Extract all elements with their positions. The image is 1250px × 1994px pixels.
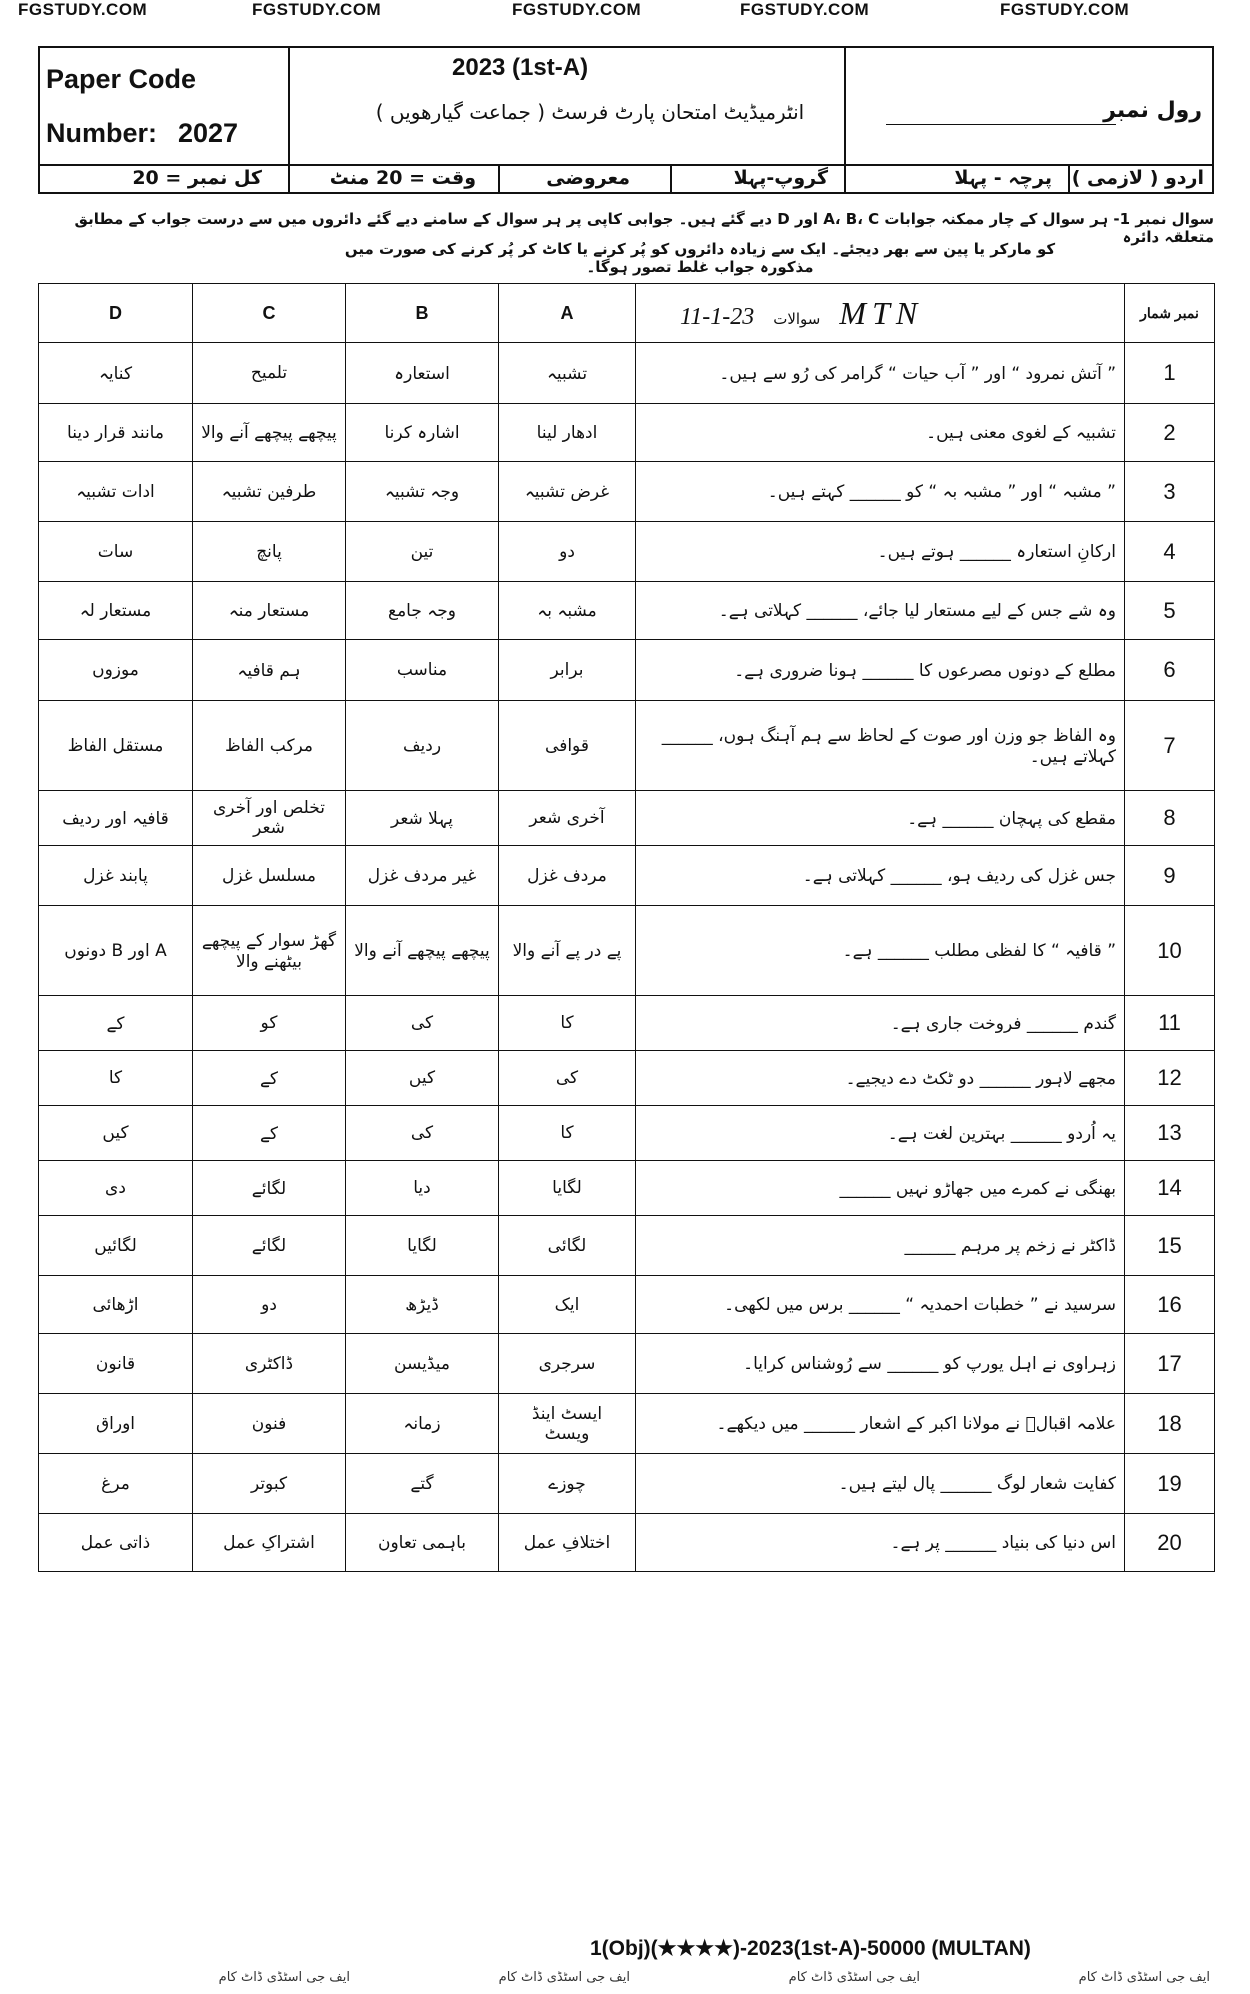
question-text: تشبیہ کے لغوی معنی ہیں۔ <box>636 404 1125 462</box>
option-c: ڈاکٹری <box>193 1334 346 1394</box>
option-b: باہمی تعاون <box>346 1514 499 1572</box>
option-d: کے <box>39 996 193 1051</box>
option-d: موزوں <box>39 640 193 701</box>
question-text: اس دنیا کی بنیاد ______ پر ہے۔ <box>636 1514 1125 1572</box>
question-row <box>39 1276 1215 1334</box>
option-b: لگایا <box>346 1216 499 1276</box>
option-a: لگائی <box>499 1216 636 1276</box>
option-c: مرکب الفاظ <box>193 701 346 791</box>
option-d: سات <box>39 522 193 582</box>
paper-code-label: Paper Code <box>46 64 197 94</box>
option-b: زمانہ <box>346 1394 499 1454</box>
question-text: سرسید نے ” خطبات احمدیہ “ ______ برس میں لکھی۔ <box>636 1276 1125 1334</box>
option-b: غیر مردف غزل <box>346 846 499 906</box>
roll-number-label: رول نمبر <box>1103 98 1202 123</box>
question-text: وہ شے جس کے لیے مستعار لیا جائے، ______ کہلاتی ہے۔ <box>636 582 1125 640</box>
option-d: کا <box>39 1051 193 1106</box>
question-text: وہ الفاظ جو وزن اور صوت کے لحاظ سے ہم آہنگ ہوں، ______ کہلاتے ہیں۔ <box>636 701 1125 791</box>
option-a: برابر <box>499 640 636 701</box>
header-questions <box>636 284 1125 343</box>
option-a: غرض تشبیہ <box>499 462 636 522</box>
handwritten-board-code: MTN <box>839 294 924 331</box>
question-row <box>39 701 1215 791</box>
question-number: 9 <box>1125 846 1215 906</box>
option-a: ادھار لینا <box>499 404 636 462</box>
instruction-line-1: سوال نمبر 1- ہر سوال کے چار ممکنہ جوابات A، B، C اور D دیے گئے ہیں۔ جوابی کاپی پر ہر سوال کے سامنے دیے گئے دائروں میں سے درست جواب کے مطابق متعلقہ دائرہ <box>74 210 1214 246</box>
option-c: گھڑ سوار کے پیچھے بیٹھنے والا <box>193 906 346 996</box>
exam-title: انٹرمیڈیٹ امتحان پارٹ فرسٹ ( جماعت گیارھویں ) <box>375 100 805 124</box>
option-d: پابند غزل <box>39 846 193 906</box>
option-a: آخری شعر <box>499 791 636 846</box>
question-text: علامہ اقبالؒ نے مولانا اکبر کے اشعار ______ میں دیکھے۔ <box>636 1394 1125 1454</box>
option-c: کو <box>193 996 346 1051</box>
question-number: 6 <box>1125 640 1215 701</box>
question-number: 10 <box>1125 906 1215 996</box>
question-row <box>39 640 1215 701</box>
question-text: کفایت شعار لوگ ______ پال لیتے ہیں۔ <box>636 1454 1125 1514</box>
instruction-line-2: کو مارکر یا پین سے بھر دیجئے۔ ایک سے زیادہ دائروں کو پُر کرنے یا کاٹ کر پُر کرنے کی صورت میں مذکورہ جواب غلط تصور ہوگا۔ <box>344 240 1056 276</box>
option-a: چوزے <box>499 1454 636 1514</box>
option-b: پیچھے پیچھے آنے والا <box>346 906 499 996</box>
option-b: مناسب <box>346 640 499 701</box>
header-serial-number: نمبر شمار <box>1125 284 1215 343</box>
option-c: مستعار منہ <box>193 582 346 640</box>
questions-table <box>38 283 1215 1572</box>
option-c: مسلسل غزل <box>193 846 346 906</box>
watermark-text: ایف جی اسٹڈی ڈاٹ کام <box>498 1970 630 1985</box>
option-a: مشبہ بہ <box>499 582 636 640</box>
option-d: مستقل الفاظ <box>39 701 193 791</box>
option-b: کی <box>346 996 499 1051</box>
question-text: ” قافیہ “ کا لفظی مطلب ______ ہے۔ <box>636 906 1125 996</box>
question-row <box>39 1106 1215 1161</box>
option-b: ردیف <box>346 701 499 791</box>
option-a: اختلافِ عمل <box>499 1514 636 1572</box>
option-a: سرجری <box>499 1334 636 1394</box>
question-row <box>39 1334 1215 1394</box>
question-number: 3 <box>1125 462 1215 522</box>
option-a: ایک <box>499 1276 636 1334</box>
header-option-b: B <box>346 284 499 343</box>
option-d: مستعار لہ <box>39 582 193 640</box>
question-text: ” آتش نمرود “ اور ” آب حیات “ گرامر کی رُو سے ہیں۔ <box>636 343 1125 404</box>
header-top-row <box>40 48 1212 166</box>
top-watermark-strip <box>0 0 1250 22</box>
option-b: پہلا شعر <box>346 791 499 846</box>
option-c: طرفین تشبیہ <box>193 462 346 522</box>
question-number: 19 <box>1125 1454 1215 1514</box>
option-a: ایسٹ اینڈ ویسٹ <box>499 1394 636 1454</box>
option-c: پیچھے پیچھے آنے والا <box>193 404 346 462</box>
option-b: میڈیسن <box>346 1334 499 1394</box>
watermark-text: FGSTUDY.COM <box>252 0 382 19</box>
question-row <box>39 1394 1215 1454</box>
question-row <box>39 1216 1215 1276</box>
option-a: پے در پے آنے والا <box>499 906 636 996</box>
question-number: 5 <box>1125 582 1215 640</box>
option-d: مانند قرار دینا <box>39 404 193 462</box>
bottom-watermark-strip <box>0 1970 1250 1994</box>
option-c: کے <box>193 1051 346 1106</box>
option-b: استعارہ <box>346 343 499 404</box>
option-c: دو <box>193 1276 346 1334</box>
header-bottom-row <box>40 166 1212 194</box>
option-d: قانون <box>39 1334 193 1394</box>
option-c: تلمیح <box>193 343 346 404</box>
option-d: کیں <box>39 1106 193 1161</box>
option-c: پانچ <box>193 522 346 582</box>
question-row <box>39 582 1215 640</box>
watermark-text: FGSTUDY.COM <box>512 0 642 19</box>
option-b: گتے <box>346 1454 499 1514</box>
watermark-text: ایف جی اسٹڈی ڈاٹ کام <box>218 1970 350 1985</box>
header-option-d: D <box>39 284 193 343</box>
paper-header <box>38 46 1214 194</box>
option-d: ادات تشبیہ <box>39 462 193 522</box>
question-number: 2 <box>1125 404 1215 462</box>
question-row <box>39 906 1215 996</box>
option-b: اشارہ کرنا <box>346 404 499 462</box>
question-number: 8 <box>1125 791 1215 846</box>
option-a: لگایا <box>499 1161 636 1216</box>
option-d: اڑھائی <box>39 1276 193 1334</box>
option-a: کا <box>499 996 636 1051</box>
option-c: تخلص اور آخری شعر <box>193 791 346 846</box>
question-number: 11 <box>1125 996 1215 1051</box>
question-row <box>39 1051 1215 1106</box>
question-row <box>39 1454 1215 1514</box>
option-b: وجہ جامع <box>346 582 499 640</box>
option-c: لگائے <box>193 1216 346 1276</box>
question-row <box>39 343 1215 404</box>
question-text: بھنگی نے کمرے میں جھاڑو نہیں ______ <box>636 1161 1125 1216</box>
question-number: 7 <box>1125 701 1215 791</box>
question-row <box>39 462 1215 522</box>
watermark-text: FGSTUDY.COM <box>1000 0 1130 19</box>
table-header-row <box>39 284 1215 343</box>
questions-heading: سوالات <box>773 309 821 328</box>
exam-year: 2023 (1st-A) <box>452 54 589 81</box>
paper-code-number: 2027 <box>178 118 239 148</box>
handwritten-date: 11-1-23 <box>680 303 755 330</box>
question-row <box>39 846 1215 906</box>
option-d: قافیہ اور ردیف <box>39 791 193 846</box>
option-d: کنایہ <box>39 343 193 404</box>
option-a: مردف غزل <box>499 846 636 906</box>
option-a: دو <box>499 522 636 582</box>
question-text: مجھے لاہور ______ دو ٹکٹ دے دیجیے۔ <box>636 1051 1125 1106</box>
option-c: اشتراکِ عمل <box>193 1514 346 1572</box>
question-row <box>39 522 1215 582</box>
option-b: کیں <box>346 1051 499 1106</box>
questions-body <box>39 343 1215 1572</box>
question-number: 4 <box>1125 522 1215 582</box>
option-a: قوافی <box>499 701 636 791</box>
question-text: مطلع کے دونوں مصرعوں کا ______ ہونا ضروری ہے۔ <box>636 640 1125 701</box>
option-d: ذاتی عمل <box>39 1514 193 1572</box>
question-number: 17 <box>1125 1334 1215 1394</box>
watermark-text: ایف جی اسٹڈی ڈاٹ کام <box>788 1970 920 1985</box>
option-d: دی <box>39 1161 193 1216</box>
header-option-a: A <box>499 284 636 343</box>
watermark-text: FGSTUDY.COM <box>740 0 870 19</box>
question-text: ” مشبہ “ اور ” مشبہ بہ “ کو ______ کہتے ہیں۔ <box>636 462 1125 522</box>
question-text: مقطع کی پہچان ______ ہے۔ <box>636 791 1125 846</box>
question-row <box>39 1161 1215 1216</box>
paper-footer-code: 1(Obj)(★★★★)-2023(1st-A)-50000 (MULTAN) <box>590 1937 1031 1960</box>
question-row <box>39 404 1215 462</box>
option-b: کی <box>346 1106 499 1161</box>
paper-number: پرچہ - پہلا <box>954 167 1052 189</box>
paper-type: معروضی <box>546 167 630 189</box>
total-marks: کل نمبر = 20 <box>132 167 262 189</box>
option-c: کبوتر <box>193 1454 346 1514</box>
subject: اردو ( لازمی ) <box>1071 167 1204 189</box>
roll-number-line <box>886 124 1116 125</box>
question-number: 16 <box>1125 1276 1215 1334</box>
option-d: اوراق <box>39 1394 193 1454</box>
question-row <box>39 996 1215 1051</box>
group: گروپ-پہلا <box>733 167 828 189</box>
question-text: ڈاکٹر نے زخم پر مرہم ______ <box>636 1216 1125 1276</box>
question-row <box>39 1514 1215 1572</box>
question-text: زہراوی نے اہل یورپ کو ______ سے رُوشناس کرایا۔ <box>636 1334 1125 1394</box>
question-number: 12 <box>1125 1051 1215 1106</box>
option-c: ہم قافیہ <box>193 640 346 701</box>
option-b: تین <box>346 522 499 582</box>
question-number: 14 <box>1125 1161 1215 1216</box>
question-number: 18 <box>1125 1394 1215 1454</box>
option-d: لگائیں <box>39 1216 193 1276</box>
question-number: 15 <box>1125 1216 1215 1276</box>
question-number: 20 <box>1125 1514 1215 1572</box>
question-text: گندم ______ فروخت جاری ہے۔ <box>636 996 1125 1051</box>
question-number: 1 <box>1125 343 1215 404</box>
option-c: فنون <box>193 1394 346 1454</box>
time-allowed: وقت = 20 منٹ <box>329 167 476 189</box>
option-b: دیا <box>346 1161 499 1216</box>
option-a: تشبیہ <box>499 343 636 404</box>
option-d: A اور B دونوں <box>39 906 193 996</box>
option-a: کا <box>499 1106 636 1161</box>
option-c: کے <box>193 1106 346 1161</box>
question-text: ارکانِ استعارہ ______ ہوتے ہیں۔ <box>636 522 1125 582</box>
number-label: Number: <box>46 118 158 148</box>
question-text: یہ اُردو ______ بہترین لغت ہے۔ <box>636 1106 1125 1161</box>
option-b: وجہ تشبیہ <box>346 462 499 522</box>
question-text: جس غزل کی ردیف ہو، ______ کہلاتی ہے۔ <box>636 846 1125 906</box>
option-b: ڈیڑھ <box>346 1276 499 1334</box>
question-row <box>39 791 1215 846</box>
watermark-text: ایف جی اسٹڈی ڈاٹ کام <box>1078 1970 1210 1985</box>
watermark-text: FGSTUDY.COM <box>18 0 148 19</box>
option-d: مرغ <box>39 1454 193 1514</box>
option-a: کی <box>499 1051 636 1106</box>
option-c: لگائے <box>193 1161 346 1216</box>
header-option-c: C <box>193 284 346 343</box>
question-number: 13 <box>1125 1106 1215 1161</box>
